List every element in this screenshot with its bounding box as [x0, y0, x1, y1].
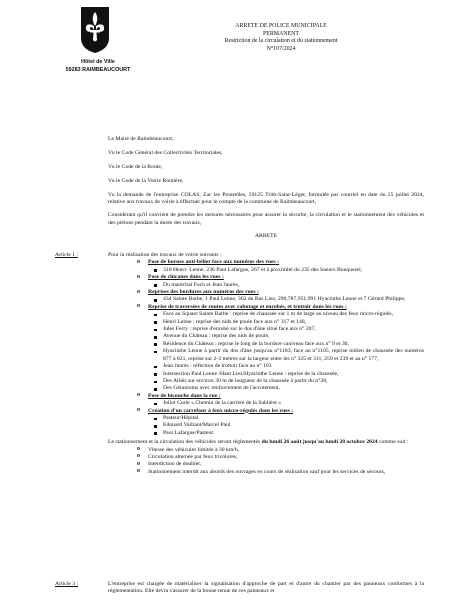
article-3-label: Article 3 :: [55, 581, 79, 587]
arrete-heading: ARRETE: [254, 233, 278, 240]
works-section: [108, 393, 424, 408]
works-section: [108, 289, 424, 304]
mairie-address: [58, 59, 138, 75]
decree-type: ARRETE DE POLICE MUNICIPALE: [235, 23, 327, 29]
regulation-period: du lundi 26 août jusqu'au lundi 28 octobre 2024: [261, 439, 378, 446]
measure-item: o Circulation alternée par feux tricolores,: [108, 454, 424, 461]
works-item: Edouard Vaillant/Marcel Paul: [148, 422, 424, 429]
article-3-text: L'entreprise est chargée de matérialiser la signalisation d'approche de part et d'autre du chantier par des panneaux conformes à la réglementation. Elle devra s'assurer de la bonne tenue de ces panneaux et: [108, 581, 424, 595]
article-1-intro: Pour la réalisation des travaux de voirie suivants :: [108, 252, 222, 258]
works-item: Pasteur/Hôpital: [148, 415, 424, 422]
fleur-de-lis-shield-icon: [80, 6, 110, 54]
works-item: Des Géraniums avec renforcement de l'accotement,: [148, 385, 424, 392]
preamble-code-route: Vu le Code de la Route,: [108, 163, 163, 170]
measures-list: [108, 447, 424, 477]
works-item: Des Alliés sur environ 30 m de longueur de la chaussée à partir du n°28,: [148, 378, 424, 385]
commune-logo: [80, 6, 110, 54]
works-section-title: Pose de chicanes dans les rues :: [148, 274, 224, 281]
works-item: 310 Henri- Lenne, 236 Paul Lafargue, 267 et à proximité du 235 des Soeurs Bouquerel,: [148, 267, 424, 274]
works-item: Hyacinthe Lenne à partir du dos d'âne jusqu'au n°1183, face au n°1105, reprise milieu de chaussée des numéros 877 à 821, reprise sur 2-3 mètres sur la largeur entre les n° 325 et 311, 259 et 239 et au n° 177,: [148, 348, 424, 363]
decree-number: N°107/2024: [266, 46, 296, 53]
mairie-name: Hôtel de Ville: [81, 59, 115, 65]
works-item: Joliot Curie « Chemin de la carrière de la Sablière »: [148, 400, 424, 407]
mairie-postcode-city: 59283 RAIMBEAUCOURT: [65, 66, 131, 73]
regulation-statement: Le stationnement et la circulation des véhicules seront réglementés du lundi 26 août jusqu'au lundi 28 octobre 2024 comme suit :: [108, 439, 409, 446]
works-item: Intersection Paul Lenne /Haut Liez/Hyacinthe Lenne : reprise de la chaussée,: [148, 371, 424, 378]
works-item: Du maréchal Foch et Jean Jaurès,: [148, 282, 424, 289]
decree-subject: Restriction de la circulation et du stationnement: [224, 38, 338, 45]
works-section-title: Pose de bicouche dans la rue :: [148, 392, 221, 399]
works-list: [108, 259, 424, 437]
preamble-cgct: Vu le Code Général des Collectivités Territoriales,: [108, 149, 223, 156]
works-item: Henri Lenne : reprise des nids de poule face aux n° 317 et 148,: [148, 319, 424, 326]
works-item: Avenue du Château : reprise des nids de poule,: [148, 333, 424, 340]
article-1-body: [108, 252, 424, 476]
article-1-label: Article 1 :: [55, 252, 79, 258]
measure-item: o Interdiction de doubler,: [108, 461, 424, 468]
works-section-title: Création d'un carrefour à feux micro-régulés dans les rues :: [148, 407, 294, 414]
works-item: Face au Square Sainte Barbe : reprise de chaussée sur 1 m de large au niveau des feux micro-régulés,: [148, 311, 424, 318]
works-item: Jules Ferry : reprise d'enrobé sur le dos d'âne situé face aux n° 207,: [148, 326, 424, 333]
works-item: Résidence du Château : reprise le long de la bordure caniveau face aux n° 9 et 30,: [148, 341, 424, 348]
preamble-request: Vu la demande de l'entreprise COLAS, Zac les Poutrelles, 59125 Trith-Saint-Léger, formulée par courriel en date du 25 juillet 2024, relative aux travaux de voirie à effectuer pour le compte de la commune de Raimbeaucourt,: [108, 191, 424, 206]
preamble-code-voirie: Vu le Code de la Voirie Routière,: [108, 177, 184, 184]
preamble: [108, 136, 424, 246]
works-section: [108, 304, 424, 393]
measure-item: o Vitesse des véhicules limitée à 30 km/h,: [108, 447, 424, 454]
works-section-title: Pose de bornes anti-bélier face aux numéros des rues :: [148, 259, 280, 266]
works-section: [108, 274, 424, 289]
works-item: 434 Sainte Barbe, 1 Paul Lenne, 362 du Bas Liez, 290,787,951,991 Hyacinthe Lenne et 7 Gérard Philippe,: [148, 296, 424, 303]
works-section: [108, 259, 424, 274]
preamble-considering: Considérant qu'il convient de prendre les mesures nécessaires pour assurer la sécurité, la circulation et le stationnement des véhicules et des piétons pendant la durée des travaux,: [108, 212, 424, 226]
works-section: [108, 408, 424, 438]
measure-item: o Stationnement interdit aux abords des ouvrages en cours de réalisation sauf pour les services de secours,: [108, 469, 424, 476]
decree-permanence: PERMANENT: [263, 30, 299, 37]
works-item: Paul Lafargue/Pasteur.: [148, 430, 424, 437]
works-section-title: Reprises des bordures aux numéros des rues :: [148, 289, 259, 296]
preamble-mayor: Le Maire de Raimbeaucourt,: [108, 136, 174, 142]
decree-header: [212, 23, 350, 54]
works-section-title: Reprise de traversées de routes avec rabotage et enrobés, et trottoir dans les rues :: [148, 303, 347, 310]
works-item: Jean Jaurès : réfection de trottoir face au n° 103: [148, 363, 424, 370]
